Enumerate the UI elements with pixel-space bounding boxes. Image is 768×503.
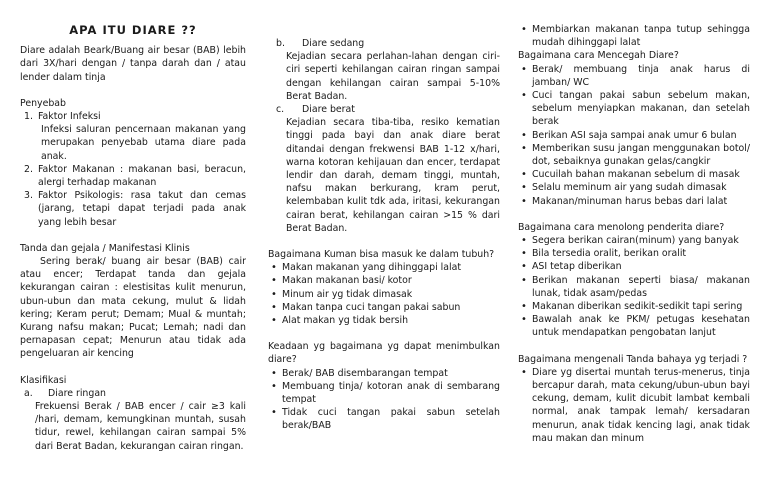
item-body: Kejadian secara tiba-tiba, resiko kematian tinggi pada bayi dan anak diare berat ditandai dengan frekwensi BAB 1-12 x/hari, warna kotoran kehijauan dan encer, terdapat lendir dan darah, demam tinggi, muntah, nafsu makan berkurang, kram perut, kelembaban kulit tdk ada, iritasi, kekurangan cairan berat, kehilangan cairan >15 % dari Berat Badan. bbox=[286, 117, 500, 234]
item-body: Kejadian secara perlahan-lahan dengan ciri-ciri seperti kehilangan cairan ringan sampai dengan kehilangan cairan sampai 5-10% Berat Badan. bbox=[286, 51, 500, 102]
list-item: • Makanan/minuman harus bebas dari lalat bbox=[518, 195, 750, 208]
list-item: • Berak/ BAB disembarangan tempat bbox=[268, 367, 500, 380]
keadaan-list bbox=[268, 367, 500, 433]
item-number: 3. bbox=[24, 190, 33, 202]
list-item: • Bawalah anak ke PKM/ petugas kesehatan untuk mendapatkan pengobatan lanjut bbox=[518, 313, 750, 339]
list-item: • Makan makanan yang dihinggapi lalat bbox=[268, 261, 500, 274]
column-right bbox=[518, 23, 750, 445]
list-item: • Alat makan yg tidak bersih bbox=[268, 314, 500, 327]
item-title: Diare sedang bbox=[302, 38, 365, 49]
cegah-question: Bagaimana cara Mencegah Diare? bbox=[518, 50, 679, 62]
tolong-question: Bagaimana cara menolong penderita diare? bbox=[518, 221, 725, 233]
item-title: Diare berat bbox=[302, 104, 355, 116]
item-body: Frekuensi Berak / BAB encer / cair ≥3 kali /hari, demam, kemungkinan muntah, susah tidur, rewel, kehilangan cairan sampai 5% dari Berat Badan, kekurangan cairan ringan. bbox=[35, 401, 246, 452]
list-item: • Minum air yg tidak dimasak bbox=[268, 288, 500, 301]
item-letter: c. bbox=[276, 104, 285, 116]
item-letter: a. bbox=[24, 387, 33, 399]
column-middle bbox=[268, 37, 500, 433]
list-item: • Memberikan susu jangan menggunakan botol/ dot, sebaiknya gunakan gelas/cangkir bbox=[518, 142, 750, 168]
keadaan-question: Keadaan yg bagaimana yg dapat menimbulkan diare? bbox=[268, 341, 500, 366]
list-item: • Membiarkan makanan tanpa tutup sehingga mudah dihinggapi lalat bbox=[518, 23, 750, 49]
list-item: • ASI tetap diberikan bbox=[518, 260, 750, 273]
klasifikasi-heading: Klasifikasi bbox=[20, 374, 67, 386]
cegah-list bbox=[518, 63, 750, 208]
list-item: • Selalu meminum air yang sudah dimasak bbox=[518, 181, 750, 194]
definition-text: Diare adalah Beark/Buang air besar (BAB) lebih dari 3X/hari dengan / tanpa darah dan / atau lender dalam tinja bbox=[20, 45, 246, 83]
list-item: • Makan makanan basi/ kotor bbox=[268, 274, 500, 287]
kuman-list bbox=[268, 261, 500, 327]
list-item: • Segera berikan cairan(minum) yang banyak bbox=[518, 234, 750, 247]
kuman-question: Bagaimana Kuman bisa masuk ke dalam tubuh? bbox=[268, 249, 495, 261]
list-item: • Diare yg disertai muntah terus-menerus, tinja bercapur darah, mata cekung/ubun-ubun bayi cekung, demam, kulit dicubit lambat kembali normal, anak tampak lemah/ kersadaran menurun, anak tidak kencing lagi, anak tidak mau makan dan minum bbox=[518, 366, 750, 445]
penyebab-heading: Penyebab bbox=[20, 97, 66, 109]
list-item: • Cuci tangan pakai sabun sebelum makan, sebelum menyiapkan makanan, dan setelah berak bbox=[518, 89, 750, 129]
list-item: • Berikan ASI saja sampai anak umur 6 bulan bbox=[518, 129, 750, 142]
penyebab-item bbox=[20, 189, 246, 229]
klasifikasi-item-a bbox=[20, 387, 246, 453]
list-item: • Bila tersedia oralit, berikan oralit bbox=[518, 247, 750, 260]
klasifikasi-item-c bbox=[268, 103, 500, 235]
tolong-list bbox=[518, 234, 750, 340]
item-number: 2. bbox=[24, 163, 33, 175]
list-item: • Cucuilah bahan makanan sebelum di masak bbox=[518, 168, 750, 181]
item-title: Faktor Makanan : makanan basi, beracun, alergi terhadap makanan bbox=[38, 163, 246, 189]
penyebab-item bbox=[20, 110, 246, 163]
column-left bbox=[20, 0, 246, 453]
tanda-body: Sering berak/ buang air besar (BAB) cair atau encer; Terdapat tanda dan gejala kekurangan cairan : elestisitas kulit menurun, ubun-ubun dan mata cekung, mulut & lidah kering; Keram perut; Demam; Mual & muntah; Kurang nafsu makan; Pucat; Lemah; nadi dan pernapasan cepat; Menurun atau tidak ada pengeluaran air kencing bbox=[20, 256, 246, 360]
list-item: • Berak/ membuang tinja anak harus di jamban/ WC bbox=[518, 63, 750, 89]
bahaya-list bbox=[518, 366, 750, 445]
list-item: • Makanan diberikan sedikit-sedikit tapi sering bbox=[518, 300, 750, 313]
keadaan-list-continued bbox=[518, 23, 750, 49]
item-title: Diare ringan bbox=[48, 387, 107, 399]
bahaya-question: Bagaimana mengenali Tanda bahaya yg terjadi ? bbox=[518, 353, 748, 365]
list-item: • Makan tanpa cuci tangan pakai sabun bbox=[268, 301, 500, 314]
klasifikasi-item-b bbox=[268, 37, 500, 103]
list-item: • Membuang tinja/ kotoran anak di sembarang tempat bbox=[268, 380, 500, 406]
item-letter: b. bbox=[276, 38, 285, 49]
penyebab-list bbox=[20, 110, 246, 229]
document-title: APA ITU DIARE ?? bbox=[69, 23, 197, 37]
item-title: Faktor Infeksi bbox=[38, 111, 101, 123]
tanda-heading: Tanda dan gejala / Manifestasi Klinis bbox=[20, 242, 190, 254]
item-body: Infeksi saluran pencernaan makanan yang merupakan penyebab utama diare pada anak. bbox=[41, 124, 246, 162]
list-item: • Berikan makanan seperti biasa/ makanan lunak, tidak asam/pedas bbox=[518, 274, 750, 300]
list-item: • Tidak cuci tangan pakai sabun setelah berak/BAB bbox=[268, 406, 500, 432]
item-number: 1. bbox=[24, 111, 33, 123]
item-title: Faktor Psikologis: rasa takut dan cemas (jarang, tetapi dapat terjadi pada anak yang lebih besar bbox=[38, 190, 246, 228]
penyebab-item bbox=[20, 163, 246, 189]
